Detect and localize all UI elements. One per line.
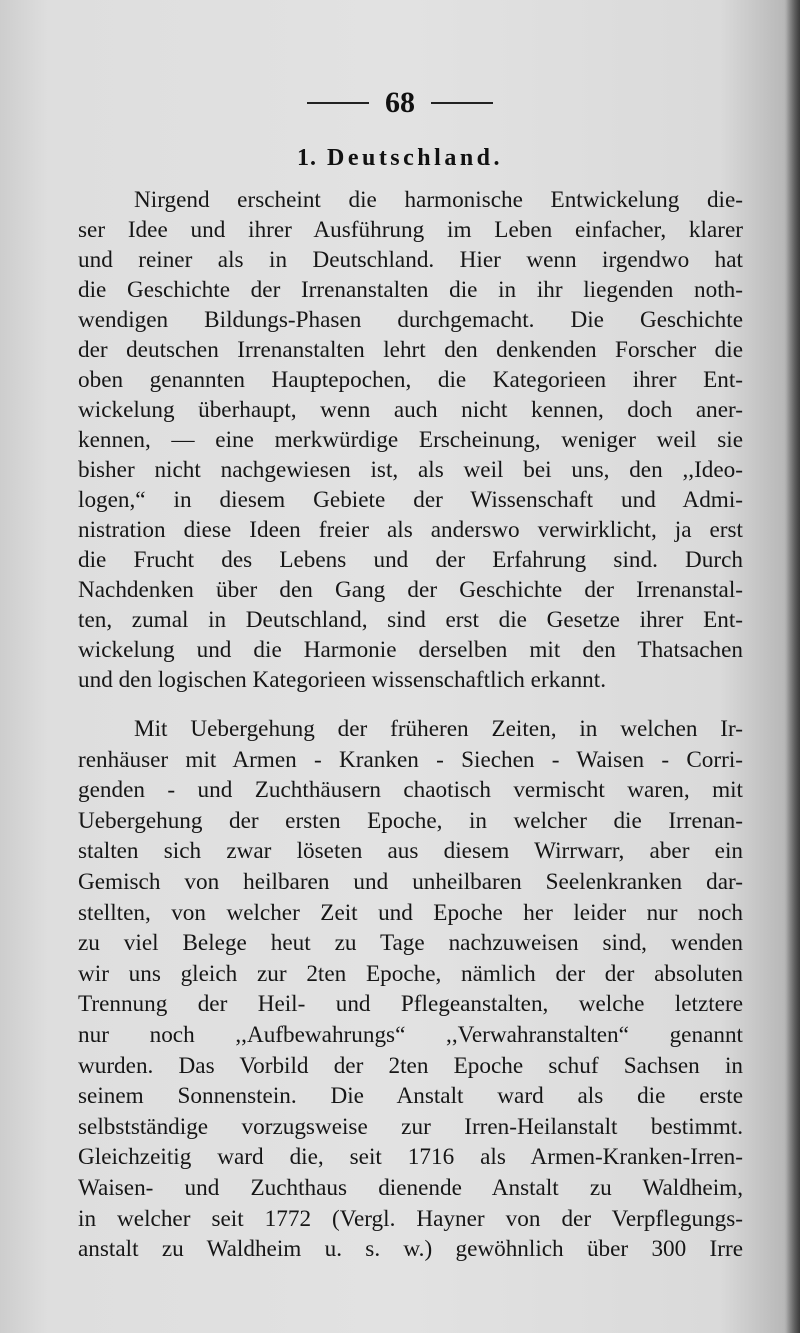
paragraph-1	[78, 185, 743, 695]
text-line: Nachdenken über den Gang der Geschichte der Irrenanstal-	[78, 577, 743, 603]
text-line: wendigen Bildungs-Phasen durchgemacht. Die Geschichte	[78, 307, 743, 333]
text-line: zu viel Belege heut zu Tage nachzuweisen sind, wenden	[78, 930, 743, 957]
text-line: genden - und Zuchthäusern chaotisch vermischt waren, mit	[78, 777, 743, 804]
text-line: ser Idee und ihrer Ausführung im Leben einfacher, klarer	[78, 217, 743, 243]
text-line: stellten, von welcher Zeit und Epoche her leider nur noch	[78, 899, 743, 926]
text-line: Trennung der Heil- und Pflegeanstalten, welche letztere	[78, 991, 743, 1018]
text-line: wurden. Das Vorbild der 2ten Epoche schuf Sachsen in	[78, 1052, 743, 1079]
text-line: seinem Sonnenstein. Die Anstalt ward als die erste	[78, 1083, 743, 1110]
text-line: bisher nicht nachgewiesen ist, als weil bei uns, den ,,Ideo-	[78, 457, 743, 483]
text-line: Gemisch von heilbaren und unheilbaren Seelenkranken dar-	[78, 868, 743, 895]
text-line: kennen, — eine merkwürdige Erscheinung, weniger weil sie	[78, 427, 743, 453]
text-line: Gleichzeitig ward die, seit 1716 als Armen-Kranken-Irren-	[78, 1144, 743, 1171]
text-line: die Geschichte der Irrenanstalten die in ihr liegenden noth-	[78, 277, 743, 303]
section-number: 1.	[296, 145, 317, 171]
text-line: wir uns gleich zur 2ten Epoche, nämlich der der absoluten	[78, 960, 743, 987]
text-line: logen,“ in diesem Gebiete der Wissenschaft und Admi-	[78, 487, 743, 513]
text-line: in welcher seit 1772 (Vergl. Hayner von der Verpflegungs-	[78, 1205, 743, 1232]
text-line: oben genannten Hauptepochen, die Kategorieen ihrer Ent-	[78, 367, 743, 393]
page-edge-shadow	[786, 0, 800, 1333]
text-line: Waisen- und Zuchthaus dienende Anstalt zu Waldheim,	[78, 1174, 743, 1201]
text-line: wickelung überhaupt, wenn auch nicht kennen, doch aner-	[78, 397, 743, 423]
text-line: der deutschen Irrenanstalten lehrt den denkenden Forscher die	[78, 337, 743, 363]
text-line: und reiner als in Deutschland. Hier wenn irgendwo hat	[78, 247, 743, 273]
text-line: und den logischen Kategorieen wissenschaftlich erkannt.	[78, 667, 606, 693]
text-line: wickelung und die Harmonie derselben mit den Thatsachen	[78, 637, 743, 663]
header-rule-left	[307, 102, 369, 104]
text-line: Mit Uebergehung der früheren Zeiten, in welchen Ir-	[134, 716, 743, 742]
section-heading	[0, 145, 800, 172]
text-line: Uebergehung der ersten Epoche, in welcher die Irrenan-	[78, 807, 743, 834]
text-line: nur noch ,,Aufbewahrungs“ ,,Verwahranstalten“ genannt	[78, 1021, 743, 1048]
paragraph-2	[78, 714, 743, 1265]
text-line: stalten sich zwar löseten aus diesem Wirrwarr, aber ein	[78, 838, 743, 865]
page-number: 68	[385, 86, 415, 119]
text-line: die Frucht des Lebens und der Erfahrung sind. Durch	[78, 547, 743, 573]
header-rule-right	[431, 102, 493, 104]
section-title: Deutschland.	[326, 145, 504, 171]
page-header	[0, 86, 800, 120]
text-line: selbstständige vorzugsweise zur Irren-Heilanstalt bestimmt.	[78, 1113, 743, 1140]
text-line: nistration diese Ideen freier als anderswo verwirklicht, ja erst	[78, 517, 743, 543]
text-line: ten, zumal in Deutschland, sind erst die Gesetze ihrer Ent-	[78, 607, 743, 633]
text-line: Nirgend erscheint die harmonische Entwickelung die-	[134, 187, 743, 213]
text-line: anstalt zu Waldheim u. s. w.) gewöhnlich über 300 Irre	[78, 1236, 743, 1263]
text-line: renhäuser mit Armen - Kranken - Siechen - Waisen - Corri-	[78, 746, 743, 773]
